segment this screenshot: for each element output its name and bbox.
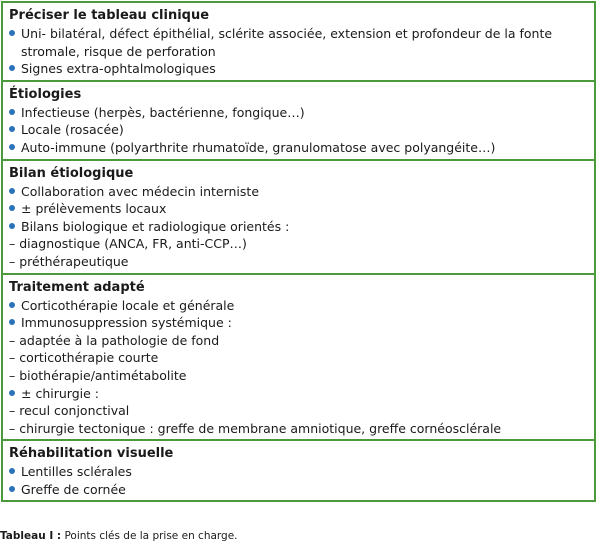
item-text: ± chirurgie :	[21, 385, 99, 401]
caption-label: Tableau I :	[0, 530, 62, 542]
item-text: Locale (rosacée)	[21, 122, 124, 138]
item-text: Corticothérapie locale et générale	[21, 297, 235, 313]
table-section	[3, 82, 594, 161]
bullet-dot-icon	[9, 319, 15, 325]
bullet-item	[9, 314, 588, 332]
section-title: Réhabilitation visuelle	[9, 446, 174, 462]
table-section	[3, 441, 594, 500]
item-text: – diagnostique (ANCA, FR, anti-CCP…)	[9, 236, 247, 252]
item-text: – chirurgie tectonique : greffe de membrane amniotique, greffe cornéosclérale	[9, 420, 502, 436]
item-text: Lentilles sclérales	[21, 464, 132, 480]
bullet-item	[9, 385, 588, 403]
section-title: Préciser le tableau clinique	[9, 8, 210, 23]
key-points-table	[1, 1, 596, 502]
bullet-item	[9, 218, 588, 236]
bullet-dot-icon	[9, 468, 15, 474]
dash-item	[9, 235, 588, 253]
item-text: Bilans biologique et radiologique orientés :	[21, 218, 290, 234]
bullet-item	[9, 463, 588, 481]
item-text: – adaptée à la pathologie de fond	[9, 332, 220, 348]
dash-item	[9, 402, 588, 420]
item-text: Collaboration avec médecin interniste	[21, 183, 260, 199]
item-text: Uni- bilatéral, défect épithélial, sclérite associée, extension et profondeur de la fonte stromale, risque de perforation	[21, 26, 553, 59]
item-text: Auto-immune (polyarthrite rhumatoïde, granulomatose avec polyangéite…)	[21, 139, 496, 155]
section-title: Bilan étiologique	[9, 165, 134, 181]
dash-item	[9, 349, 588, 367]
table-section	[3, 161, 594, 275]
bullet-dot-icon	[9, 188, 15, 194]
bullet-dot-icon	[9, 223, 15, 229]
bullet-dot-icon	[9, 486, 15, 492]
item-text: Infectieuse (herpès, bactérienne, fongique…)	[21, 104, 305, 120]
item-text: Greffe de cornée	[21, 481, 126, 497]
table-caption	[0, 530, 238, 543]
bullet-item	[9, 121, 588, 139]
section-title: Étiologies	[9, 86, 82, 102]
bullet-item	[9, 481, 588, 499]
bullet-item	[9, 200, 588, 218]
item-text: ± prélèvements locaux	[21, 201, 167, 217]
bullet-item	[9, 60, 588, 78]
bullet-dot-icon	[9, 30, 15, 36]
item-text: Signes extra-ophtalmologiques	[21, 61, 216, 77]
bullet-dot-icon	[9, 205, 15, 211]
bullet-item	[9, 297, 588, 315]
bullet-dot-icon	[9, 109, 15, 115]
bullet-dot-icon	[9, 390, 15, 396]
bullet-dot-icon	[9, 126, 15, 132]
item-text: – préthérapeutique	[9, 253, 129, 269]
bullet-item	[9, 25, 588, 60]
section-title: Traitement adapté	[9, 279, 145, 295]
table-section	[3, 275, 594, 442]
bullet-item	[9, 104, 588, 122]
bullet-item	[9, 183, 588, 201]
caption-text: Points clés de la prise en charge.	[64, 530, 238, 542]
item-text: – biothérapie/antimétabolite	[9, 367, 187, 383]
dash-item	[9, 332, 588, 350]
dash-item	[9, 367, 588, 385]
bullet-dot-icon	[9, 144, 15, 150]
table-section	[3, 3, 594, 82]
item-text: – corticothérapie courte	[9, 350, 159, 366]
bullet-dot-icon	[9, 65, 15, 71]
dash-item	[9, 253, 588, 271]
dash-item	[9, 420, 588, 438]
bullet-dot-icon	[9, 302, 15, 308]
bullet-item	[9, 139, 588, 157]
item-text: – recul conjonctival	[9, 403, 130, 419]
item-text: Immunosuppression systémique :	[21, 315, 232, 331]
